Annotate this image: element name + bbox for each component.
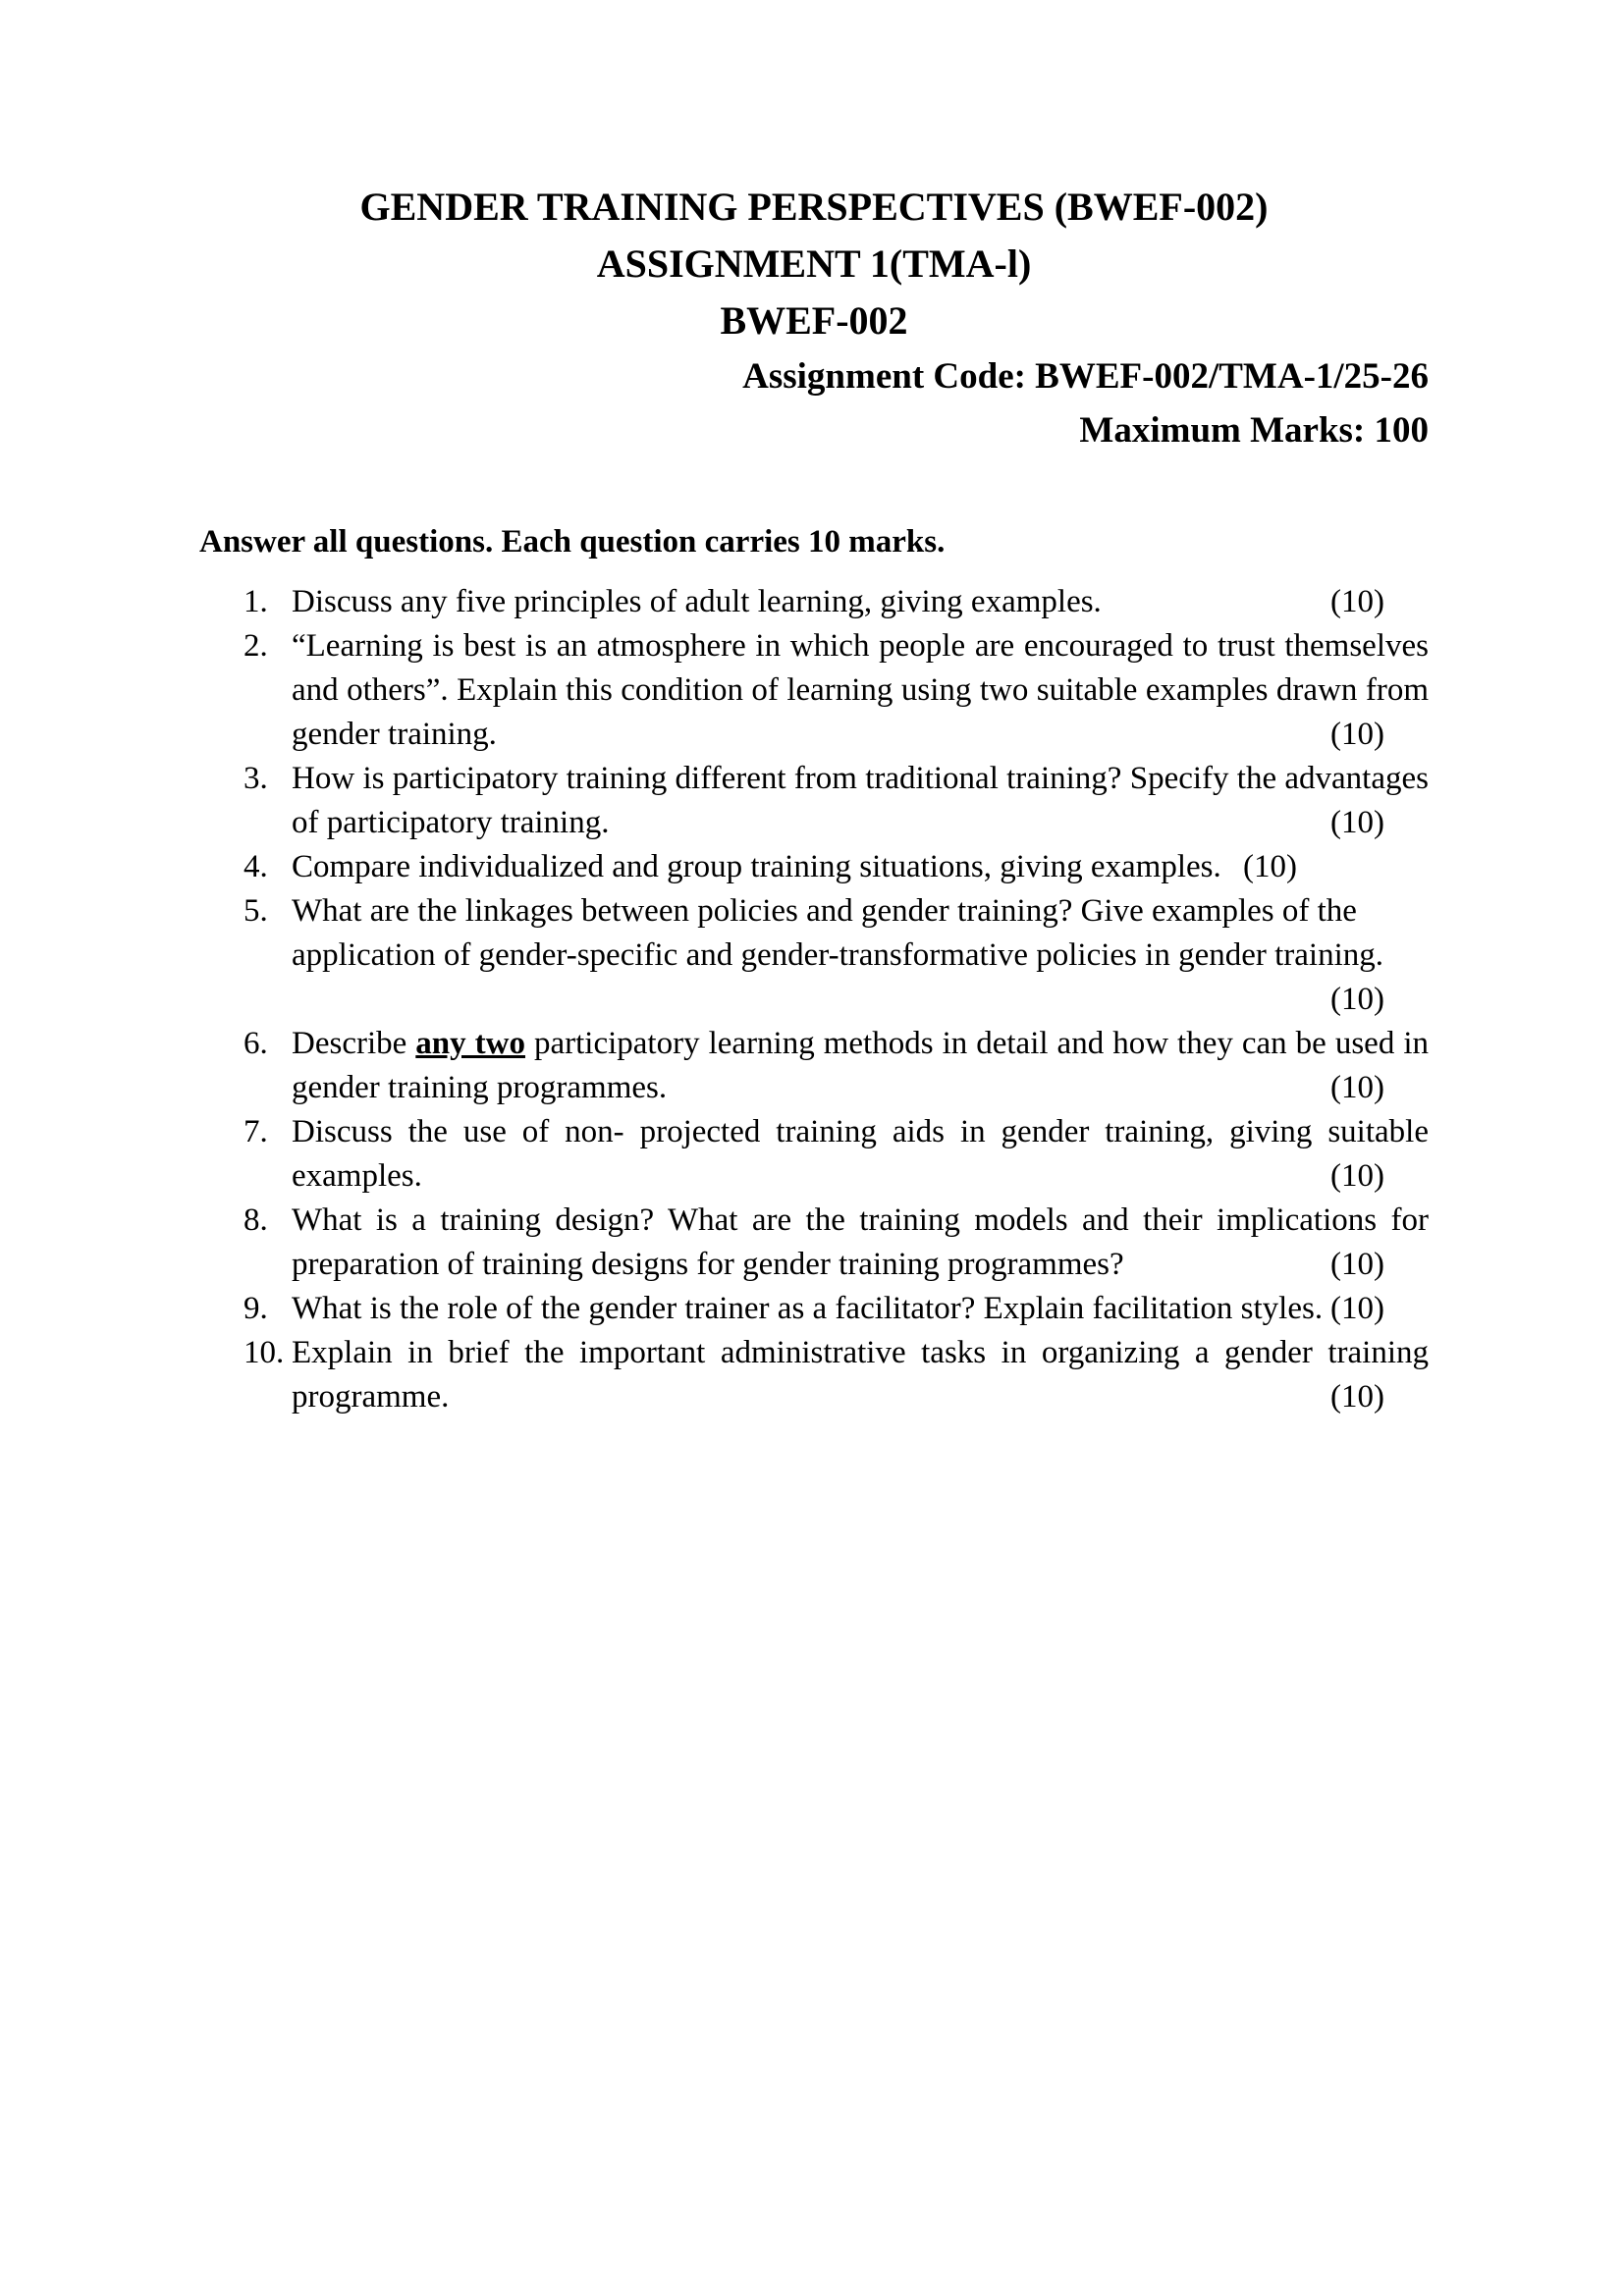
question-marks: (10) bbox=[1330, 1070, 1384, 1105]
question-text: Discuss the use of non- projected training aids in gender training, giving suitable examples. bbox=[292, 1114, 1429, 1194]
question-item-10 bbox=[199, 1331, 1429, 1419]
question-number: 6. bbox=[244, 1026, 268, 1061]
document-meta bbox=[199, 349, 1429, 457]
question-number: 9. bbox=[244, 1291, 268, 1326]
title-line-assignment: ASSIGNMENT 1(TMA-l) bbox=[596, 241, 1032, 286]
title-line-course: GENDER TRAINING PERSPECTIVES (BWEF-002) bbox=[359, 185, 1269, 229]
question-text: How is participatory training different from traditional training? Specify the advantages of participatory training. bbox=[292, 761, 1429, 840]
question-item-8 bbox=[199, 1199, 1429, 1287]
question-marks: (10) bbox=[1330, 1158, 1384, 1194]
document-title bbox=[199, 179, 1429, 349]
questions-list bbox=[199, 580, 1429, 1419]
question-item-7 bbox=[199, 1110, 1429, 1199]
question-marks: (10) bbox=[1330, 1379, 1384, 1415]
question-text-post: participatory learning methods in detail and how they can be used in gender training programmes. bbox=[292, 1026, 1429, 1105]
question-marks: (10) bbox=[1243, 849, 1297, 884]
instruction-heading: Answer all questions. Each question carries 10 marks. bbox=[199, 524, 946, 560]
question-item-4 bbox=[199, 845, 1429, 889]
question-marks: (10) bbox=[1330, 717, 1384, 752]
question-number: 7. bbox=[244, 1114, 268, 1149]
question-text-pre: Describe bbox=[292, 1026, 416, 1061]
question-marks: (10) bbox=[1330, 982, 1384, 1017]
question-text: Explain in brief the important administrative tasks in organizing a gender training programme. bbox=[292, 1335, 1429, 1415]
question-text: What are the linkages between policies and gender training? Give examples of the application of gender-specific and gender-transformative policies in gender training. bbox=[292, 893, 1383, 973]
question-text-emphasis: any two bbox=[415, 1026, 525, 1061]
title-line-code: BWEF-002 bbox=[720, 298, 908, 343]
question-number: 10. bbox=[244, 1335, 285, 1370]
question-marks: (10) bbox=[1330, 805, 1384, 840]
question-marks: (10) bbox=[1330, 584, 1384, 619]
maximum-marks: Maximum Marks: 100 bbox=[1079, 410, 1429, 451]
question-text: Discuss any five principles of adult learning, giving examples. bbox=[292, 584, 1102, 619]
question-number: 2. bbox=[244, 628, 268, 664]
question-item-5 bbox=[199, 889, 1429, 1022]
question-item-2 bbox=[199, 624, 1429, 757]
question-marks: (10) bbox=[1330, 1291, 1384, 1326]
question-text: What is the role of the gender trainer as a facilitator? Explain facilitation styles. bbox=[292, 1291, 1324, 1326]
question-item-6 bbox=[199, 1022, 1429, 1110]
question-text: Compare individualized and group training situations, giving examples. bbox=[292, 849, 1221, 884]
question-text: “Learning is best is an atmosphere in which people are encouraged to trust themselves and others”. Explain this condition of learning using two suitable examples drawn from gender training. bbox=[292, 628, 1429, 752]
question-marks: (10) bbox=[1330, 1247, 1384, 1282]
question-number: 1. bbox=[244, 584, 268, 619]
question-item-1 bbox=[199, 580, 1429, 624]
question-item-9 bbox=[199, 1287, 1429, 1331]
question-text: What is a training design? What are the training models and their implications for preparation of training designs for gender training programmes? bbox=[292, 1202, 1429, 1282]
question-number: 3. bbox=[244, 761, 268, 796]
question-item-3 bbox=[199, 757, 1429, 845]
question-number: 4. bbox=[244, 849, 268, 884]
question-number: 5. bbox=[244, 893, 268, 929]
assignment-code: Assignment Code: BWEF-002/TMA-1/25-26 bbox=[742, 356, 1429, 397]
question-number: 8. bbox=[244, 1202, 268, 1238]
